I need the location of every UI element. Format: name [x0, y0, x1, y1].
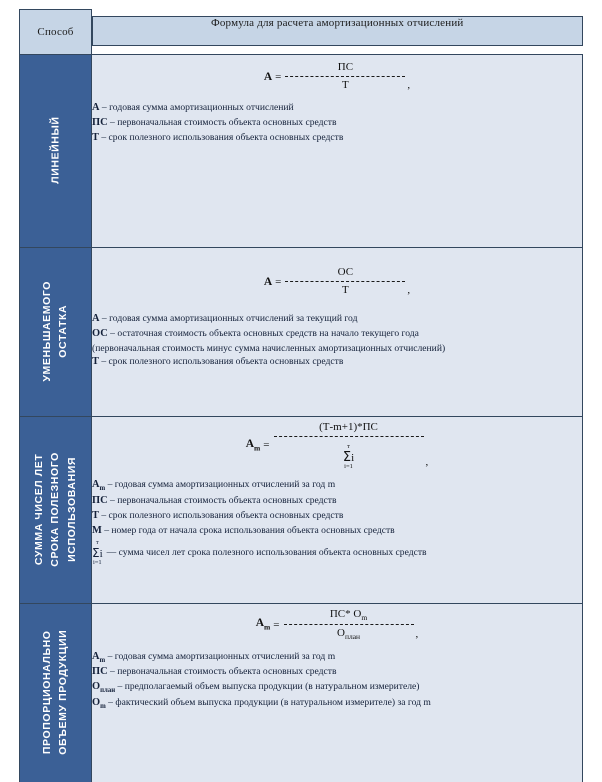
formula-equals: =	[263, 439, 270, 452]
legend-symbol-base: А	[92, 479, 100, 491]
legend-symbol: Т	[92, 131, 99, 143]
formula-fraction	[285, 61, 405, 94]
legend-symbol: ПС	[92, 494, 108, 506]
formula-numerator: (Т-m+1)*ПС	[319, 420, 378, 433]
depreciation-methods-table	[19, 9, 583, 782]
legend-text: – фактический объем выпуска продукции (в натуральном измерителе) за год m	[105, 696, 431, 708]
legend-sum-of-years	[92, 478, 582, 566]
formula-cell-declining-balance	[92, 247, 583, 416]
formula-numerator: ПС	[337, 60, 354, 73]
denominator-subscript: план	[344, 632, 361, 642]
formula-units-of-production	[92, 608, 582, 642]
formula-fraction	[285, 266, 405, 299]
method-label-declining-balance	[39, 281, 72, 382]
legend-symbol: М	[92, 524, 102, 536]
legend-item	[92, 101, 582, 116]
header-cell-method: Способ	[20, 10, 92, 55]
formula-lhs-subscript: m	[264, 622, 271, 632]
formula-cell-sum-of-years	[92, 416, 583, 603]
legend-text: – номер года от начала срока использования объекта основных средств	[101, 524, 395, 536]
formula-cell-units-of-production	[92, 603, 583, 782]
legend-text: – первоначальная стоимость объекта основных средств	[107, 116, 337, 128]
sigma-stack	[343, 444, 354, 470]
legend-item	[92, 524, 582, 539]
legend-declining-balance	[92, 312, 582, 370]
legend-text: (первоначальная стоимость минус сумма начисленных амортизационных отчислений)	[92, 342, 446, 354]
table-row	[20, 247, 583, 416]
method-label-line: ОСТАТКА	[57, 305, 70, 358]
formula-lhs-base: А	[245, 438, 255, 451]
formula-trailing: ,	[425, 456, 429, 469]
table-row	[20, 54, 583, 247]
legend-symbol-base: О	[92, 681, 101, 693]
formula-numerator	[324, 608, 373, 623]
formula-cell-linear	[92, 54, 583, 247]
formula-denominator	[337, 439, 360, 470]
legend-item	[92, 650, 582, 666]
formula-trailing: ,	[407, 284, 411, 296]
legend-text: – остаточная стоимость объекта основных средств на начало текущего года	[107, 327, 419, 339]
fraction-bar	[285, 281, 405, 282]
legend-item	[92, 478, 582, 494]
legend-item	[92, 116, 582, 131]
fraction-bar	[274, 436, 424, 437]
legend-item-sigma	[92, 540, 582, 566]
legend-text: – срок полезного использования объекта основных средств	[98, 131, 344, 143]
denominator-base: О	[336, 627, 345, 640]
formula-fraction	[274, 421, 424, 471]
legend-item	[92, 131, 582, 146]
legend-linear	[92, 101, 582, 145]
formula-equals: =	[273, 618, 280, 631]
sigma-variable: i	[351, 451, 355, 464]
method-cell-linear	[20, 54, 92, 247]
sigma-symbol	[92, 547, 103, 560]
legend-symbol-sub: m	[99, 485, 106, 493]
method-cell-units-of-production	[20, 603, 92, 782]
legend-text: – срок полезного использования объекта основных средств	[98, 356, 344, 368]
formula-trailing: ,	[407, 79, 411, 91]
legend-symbol: ПС	[92, 666, 108, 678]
formula-fraction	[284, 608, 414, 642]
method-label-line: СРОКА ПОЛЕЗНОГО	[49, 452, 62, 567]
legend-symbol: ПС	[92, 116, 108, 128]
table-header-row	[20, 10, 583, 55]
legend-item	[92, 696, 582, 712]
formula-lhs-base: А	[255, 617, 265, 630]
method-label-line: ЛИНЕЙНЫЙ	[49, 116, 62, 185]
legend-item	[92, 665, 582, 680]
formula-numerator: ОС	[337, 265, 354, 278]
legend-symbol: А	[92, 102, 100, 113]
legend-text: — сумма чисел лет срока полезного использования объекта основных средств	[106, 547, 427, 559]
table-row	[20, 603, 583, 782]
formula-lhs: А	[263, 70, 273, 83]
legend-text: – годовая сумма амортизационных отчислений за текущий год	[99, 313, 358, 324]
vertical-label-wrapper	[20, 417, 91, 603]
table-row	[20, 416, 583, 603]
formula-denominator	[331, 627, 366, 642]
sigma-upper-limit: т	[347, 443, 350, 451]
vertical-label-wrapper	[20, 248, 91, 416]
numerator-base: ПС* О	[329, 607, 362, 620]
formula-declining-balance	[92, 266, 582, 299]
legend-item	[92, 494, 582, 509]
vertical-label-wrapper	[20, 55, 91, 247]
sigma-lower-limit: i=1	[344, 462, 353, 470]
legend-symbol	[92, 651, 105, 662]
legend-symbol-base: О	[92, 696, 101, 708]
sigma-upper-limit: т	[95, 539, 99, 547]
formula-linear	[92, 61, 582, 94]
legend-units-of-production	[92, 650, 582, 712]
formula-equals: =	[275, 70, 282, 83]
method-label-linear	[47, 117, 63, 184]
formula-lhs	[256, 617, 271, 631]
method-label-line: ОБЪЕМУ ПРОДУКЦИИ	[57, 630, 70, 755]
legend-text: – первоначальная стоимость объекта основных средств	[107, 494, 337, 506]
fraction-bar	[285, 76, 405, 77]
legend-symbol: ОС	[92, 327, 108, 339]
numerator-subscript: m	[361, 612, 368, 622]
method-label-line: УМЕНЬШАЕМОГО	[41, 281, 54, 382]
formula-sum-of-years	[92, 421, 582, 471]
sigma-variable: i	[99, 547, 103, 560]
header-cell-formula: Формула для расчета амортизационных отчислений	[92, 16, 583, 46]
formula-lhs	[246, 438, 261, 452]
legend-item	[92, 680, 582, 696]
legend-text: – годовая сумма амортизационных отчислений за год m	[105, 650, 336, 662]
legend-text: – годовая сумма амортизационных отчислений за год m	[105, 479, 336, 491]
formula-trailing: ,	[415, 627, 419, 640]
legend-symbol: Т	[92, 356, 99, 368]
legend-item	[92, 327, 582, 342]
sigma-glyph: Σ	[342, 449, 352, 465]
formula-lhs-subscript: m	[254, 443, 261, 453]
legend-item	[92, 355, 582, 370]
legend-symbol: А	[92, 313, 100, 324]
legend-symbol-sub: m	[99, 656, 106, 664]
legend-text: – первоначальная стоимость объекта основных средств	[107, 666, 337, 678]
method-label-line: ПРОПОРЦИОНАЛЬНО	[41, 630, 54, 755]
vertical-label-wrapper	[20, 604, 91, 782]
legend-symbol: Т	[92, 509, 99, 521]
formula-lhs: А	[263, 275, 273, 288]
legend-symbol-sub: m	[100, 702, 106, 710]
sigma-stack	[92, 540, 103, 566]
method-label-units-of-production	[39, 630, 72, 755]
legend-item	[92, 312, 582, 327]
formula-denominator: Т	[342, 79, 349, 92]
legend-item	[92, 342, 582, 356]
legend-symbol-sub: план	[100, 687, 116, 695]
formula-denominator: Т	[342, 284, 349, 297]
fraction-bar	[284, 624, 414, 625]
sigma-glyph: Σ	[92, 545, 100, 560]
legend-symbol	[92, 697, 106, 708]
method-cell-declining-balance	[20, 247, 92, 416]
legend-text: – годовая сумма амортизационных отчислений	[99, 102, 294, 113]
sigma-symbol	[343, 451, 354, 464]
method-label-line: ИСПОЛЬЗОВАНИЯ	[65, 457, 78, 562]
method-label-sum-of-years	[31, 452, 80, 567]
formula-equals: =	[275, 275, 282, 288]
method-label-line: СУММА ЧИСЕЛ ЛЕТ	[33, 453, 46, 566]
legend-item	[92, 509, 582, 524]
legend-symbol	[92, 681, 116, 695]
legend-symbol	[92, 479, 106, 493]
legend-text: – срок полезного использования объекта основных средств	[98, 509, 344, 521]
method-cell-sum-of-years	[20, 416, 92, 603]
legend-symbol-base: А	[92, 650, 100, 662]
legend-text: – предполагаемый объем выпуска продукции (в натуральном измерителе)	[115, 681, 420, 693]
sigma-lower-limit: i=1	[92, 558, 102, 566]
